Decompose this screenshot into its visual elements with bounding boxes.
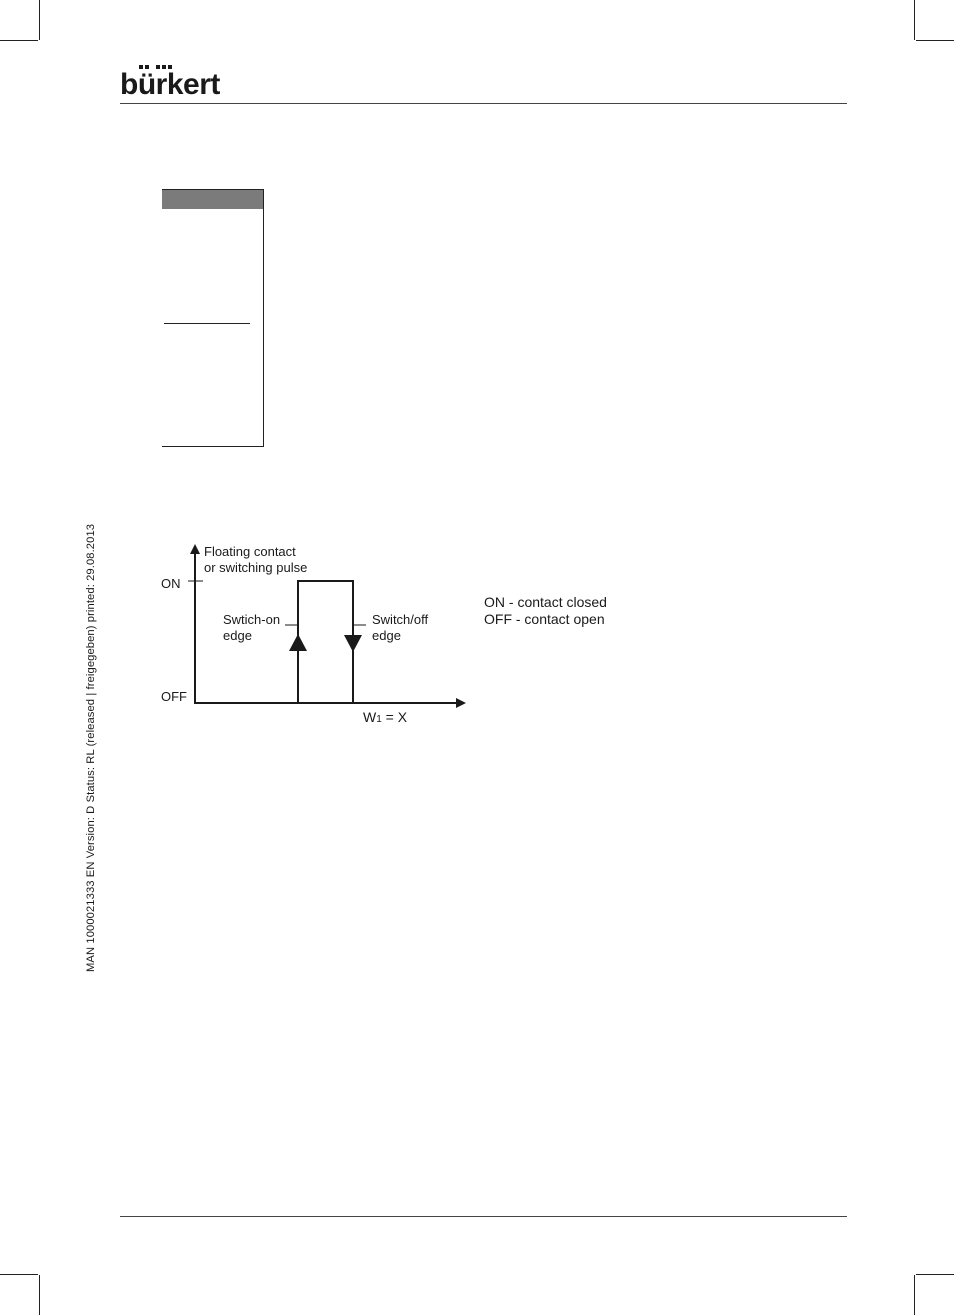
crop-mark-top-left-h: [0, 40, 38, 41]
x-axis-label-w: W: [363, 709, 377, 725]
margin-panel-header: [162, 190, 263, 209]
x-axis-label: [363, 709, 408, 725]
pulse-signal: [298, 581, 353, 703]
switch-off-arrow: [344, 635, 362, 652]
crop-mark-bottom-left-v: [39, 1275, 40, 1315]
switch-on-arrow: [289, 634, 307, 651]
crop-mark-bottom-left-h: [0, 1274, 38, 1275]
footer-rule: [120, 1216, 847, 1217]
margin-panel: [162, 189, 264, 447]
margin-panel-divider: [164, 323, 250, 324]
x-axis-label-sub: 1: [376, 714, 382, 725]
switching-diagram: [155, 540, 475, 730]
on-label: ON: [161, 576, 181, 591]
crop-mark-bottom-right-v: [914, 1275, 915, 1315]
y-axis-arrow: [190, 544, 200, 554]
crop-mark-top-left-v: [39, 0, 40, 40]
x-axis-label-rest: = X: [381, 709, 408, 725]
diagram-legend: [484, 594, 607, 628]
logo-wordmark: bürkert: [120, 68, 220, 98]
legend-off: OFF - contact open: [484, 611, 605, 627]
document-id-vertical: MAN 1000021333 EN Version: D Status: RL (released | freigegeben) printed: 29.08.2013: [85, 523, 97, 972]
off-label: OFF: [161, 689, 187, 704]
burkert-logo: [120, 64, 226, 98]
x-axis-arrow: [456, 698, 466, 708]
switch-off-label-line2: edge: [372, 628, 401, 643]
crop-mark-top-right-h: [916, 40, 954, 41]
switch-on-label-line1: Swtich-on: [223, 612, 281, 627]
crop-mark-top-right-v: [914, 0, 915, 40]
legend-on: ON - contact closed: [484, 594, 607, 610]
y-axis-label-line1: Floating contact: [204, 544, 296, 559]
header-rule: [120, 103, 847, 104]
crop-mark-bottom-right-h: [916, 1274, 954, 1275]
switch-on-label-line2: edge: [223, 628, 252, 643]
switch-off-label-line1: Switch/off: [372, 612, 429, 627]
y-axis-label-line2: or switching pulse: [204, 560, 308, 575]
